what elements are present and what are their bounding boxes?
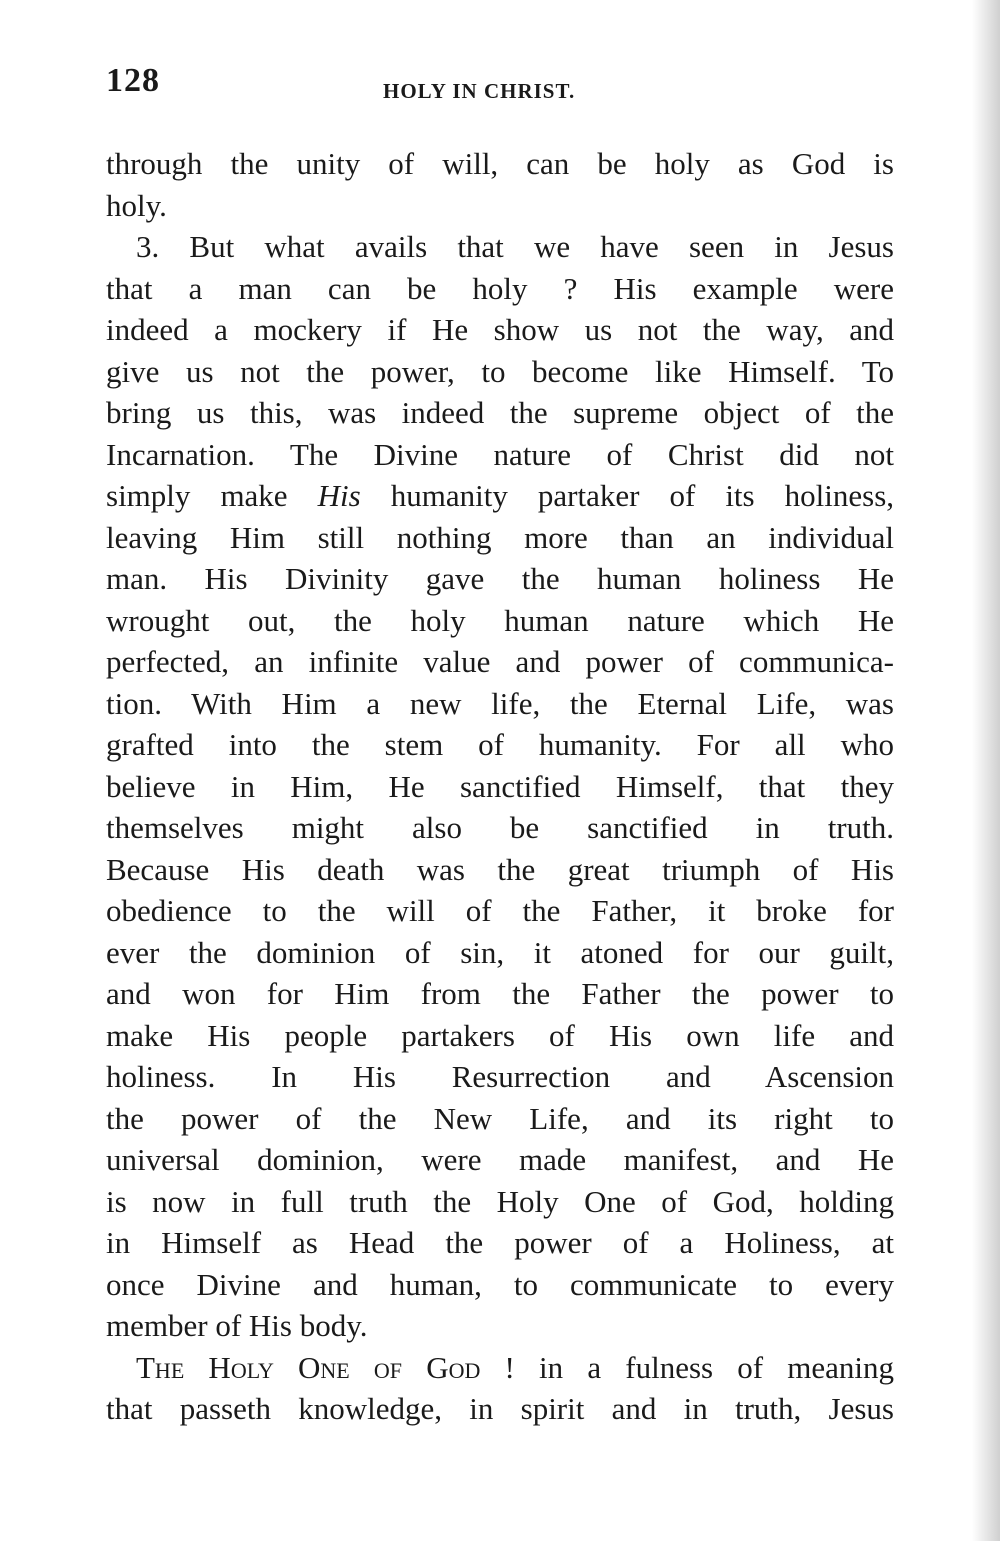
body-text	[106, 143, 894, 1430]
text-line: indeed a mockery if He show us not the way, and	[106, 312, 894, 347]
text-line: that passeth knowledge, in spirit and in truth, Jesus	[106, 1391, 894, 1426]
text-line: is now in full truth the Holy One of God, holding	[106, 1183, 894, 1219]
text-line: the power of the New Life, and its right to	[106, 1100, 894, 1136]
page-header	[106, 62, 888, 112]
small-caps-phrase: The Holy One of God !	[136, 1349, 515, 1385]
text-line: bring us this, was indeed the supreme object of the	[106, 395, 894, 430]
text-line: and won for Him from the Father the power to	[106, 976, 894, 1011]
text-line: Incarnation. The Divine nature of Christ did not	[106, 436, 894, 472]
text-line: once Divine and human, to communicate to every	[106, 1266, 894, 1302]
text-line: member of His body.	[106, 1308, 368, 1343]
paragraph-3	[106, 226, 894, 1347]
text-line: ever the dominion of sin, it atoned for our guilt,	[106, 934, 894, 970]
text-line	[106, 475, 894, 517]
paragraph-holy-one	[106, 1347, 894, 1430]
text-line: tion. With Him a new life, the Eternal Life, was	[106, 685, 894, 721]
text-line: 3. But what avails that we have seen in Jesus	[136, 229, 894, 264]
text-line: give us not the power, to become like Himself. To	[106, 353, 894, 389]
text-line: through the unity of will, can be holy as God is	[106, 146, 894, 181]
text-line: in Himself as Head the power of a Holiness, at	[106, 1225, 894, 1260]
text-line: perfected, an infinite value and power of communica-	[106, 644, 894, 679]
scan-edge-shadow	[972, 0, 1000, 1541]
text-line: man. His Divinity gave the human holiness He	[106, 561, 894, 596]
text-line: make His people partakers of His own life and	[106, 1017, 894, 1053]
text-line: grafted into the stem of humanity. For all who	[106, 727, 894, 762]
text-line: obedience to the will of the Father, it broke for	[106, 893, 894, 928]
text-line: leaving Him still nothing more than an individual	[106, 519, 894, 555]
text-line: that a man can be holy ? His example were	[106, 270, 894, 306]
text-segment: humanity partaker of its holiness,	[390, 478, 895, 513]
running-head: HOLY IN CHRIST.	[383, 79, 576, 103]
text-line: Because His death was the great triumph of His	[106, 851, 894, 887]
text-line: themselves might also be sanctified in truth.	[106, 810, 894, 845]
page-number: 128	[106, 62, 160, 99]
text-line: wrought out, the holy human nature which He	[106, 602, 894, 638]
text-segment: in a fulness of meaning	[539, 1349, 895, 1385]
text-line: holiness. In His Resurrection and Ascension	[106, 1059, 894, 1094]
text-line: holy.	[106, 187, 167, 223]
text-line	[106, 1347, 894, 1389]
text-segment: simply make	[106, 478, 288, 513]
italic-word: His	[317, 478, 361, 513]
text-line: universal dominion, were made manifest, and He	[106, 1142, 894, 1177]
text-line: believe in Him, He sanctified Himself, that they	[106, 768, 894, 804]
paragraph-continuation	[106, 143, 894, 226]
